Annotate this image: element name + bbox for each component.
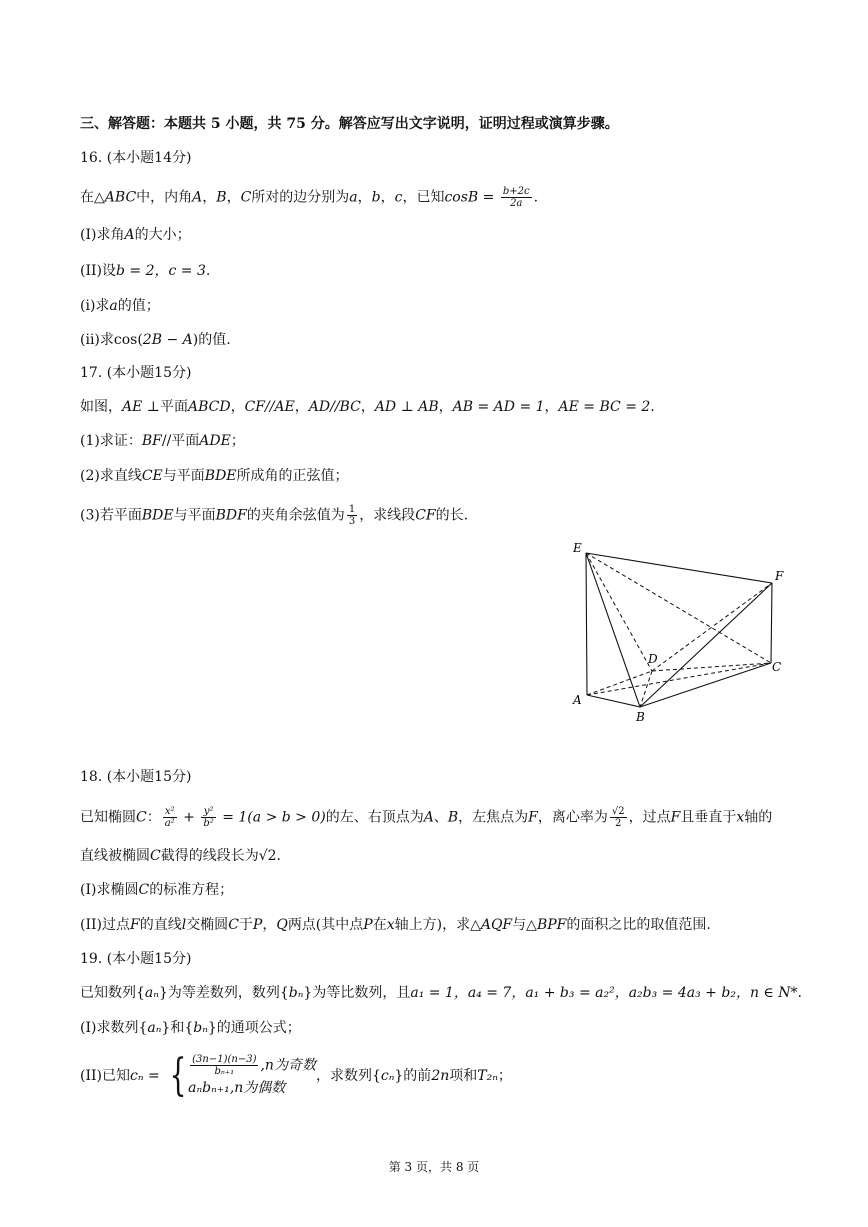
label-C: C bbox=[772, 660, 782, 674]
page-footer: 第 3 页，共 8 页 bbox=[388, 1160, 480, 1174]
edge-DF bbox=[652, 583, 772, 671]
q18-part2: (II)过点F的直线l交椭圆C于P，Q两点(其中点P在x轴上方)，求△AQF与△BPF的面积之比的取值范围. bbox=[80, 917, 711, 933]
edge-ED bbox=[586, 553, 652, 671]
q17-stem: 如图，AE ⊥平面ABCD，CF//AE，AD//BC，AD ⊥ AB，AB = AD = 1，AE = BC = 2. bbox=[80, 399, 655, 415]
edge-FC bbox=[771, 583, 772, 663]
q19-stem: 已知数列{aₙ}为等差数列，数列{bₙ}为等比数列，且a₁ = 1，a₄ = 7，a₁ + b₃ = a₂²，a₂b₃ = 4a₃ + b₂，n ∈ N*. bbox=[80, 985, 802, 1001]
label-B: B bbox=[636, 710, 645, 724]
edge-EF bbox=[586, 553, 772, 583]
q16-part1: (I)求角A的大小； bbox=[80, 227, 191, 243]
edge-EA bbox=[586, 553, 587, 695]
q18-stem: 已知椭圆C： $\frac{\text{x²}}{\text{a²}}$ + $\frac{\text{y²}}{\text{b²}}$ = 1(a > b > 0)的左、右顶点为A、B，左焦点为F，离心率为 $\frac{√2}{2}$ ，过点F且垂直于x轴的 bbox=[80, 806, 773, 829]
edge-AD bbox=[587, 671, 652, 695]
q19-part1: (I)求数列{aₙ}和{bₙ}的通项公式； bbox=[80, 1020, 301, 1036]
q16-sub1: (i)求a的值； bbox=[80, 298, 160, 314]
edge-DC bbox=[652, 663, 771, 671]
edge-BC bbox=[640, 663, 771, 707]
label-F: F bbox=[775, 569, 784, 583]
q16-header: 16. (本小题14分) bbox=[80, 150, 192, 166]
edge-AC bbox=[587, 663, 771, 695]
edge-EC bbox=[586, 553, 771, 663]
label-D: D bbox=[648, 652, 658, 666]
piecewise-definition: $\frac{(3n-1)(n-3)}{\text{bₙ₊₁}}$ ,n为奇数 aₙbₙ₊₁,n为偶数 bbox=[188, 1053, 316, 1096]
q16-sub2: (ii)求cos(2B − A)的值. bbox=[80, 332, 231, 348]
section-heading: 三、解答题：本题共 5 小题，共 75 分。解答应写出文字说明，证明过程或演算步骤。 bbox=[80, 116, 619, 132]
q19-part2: (II)已知cₙ = { $\frac{(3n-1)(n-3)}{\text{bₙ₊₁}}$ ,n为奇数 aₙbₙ₊₁,n为偶数 ，求数列{cₙ}的前2n项和T₂ₙ； bbox=[80, 1050, 512, 1101]
q17-part2: (2)求直线CE与平面BDE所成角的正弦值； bbox=[80, 468, 349, 484]
q18-header: 18. (本小题15分) bbox=[80, 769, 192, 785]
q17-header: 17. (本小题15分) bbox=[80, 365, 192, 381]
q18-part1: (I)求椭圆C的标准方程； bbox=[80, 882, 234, 898]
q16-part2: (II)设b = 2，c = 3. bbox=[80, 263, 211, 279]
edge-BF bbox=[640, 583, 772, 707]
q18-stem-line2: 直线被椭圆C截得的线段长为√2. bbox=[80, 848, 281, 864]
edge-EB bbox=[586, 553, 640, 707]
q17-part1: (1)求证：BF//平面ADE； bbox=[80, 433, 245, 449]
q17-fraction: $\frac{1}{3}$ bbox=[348, 504, 356, 527]
label-A: A bbox=[573, 693, 582, 707]
q19-header: 19. (本小题15分) bbox=[80, 951, 192, 967]
q17-part3: (3)若平面BDE与平面BDF的夹角余弦值为 $\frac{1}{3}$ ，求线段CF的长. bbox=[80, 504, 469, 527]
q16-fraction: $\frac{b+2c}{2a}$ bbox=[502, 186, 530, 209]
edge-AB bbox=[587, 695, 640, 707]
geometry-figure bbox=[560, 535, 800, 725]
q16-stem: 在△ABC中，内角A，B，C所对的边分别为a，b，c，已知cosB = $\frac{b+2c}{2a}$ . bbox=[80, 186, 539, 209]
label-E: E bbox=[573, 541, 582, 555]
